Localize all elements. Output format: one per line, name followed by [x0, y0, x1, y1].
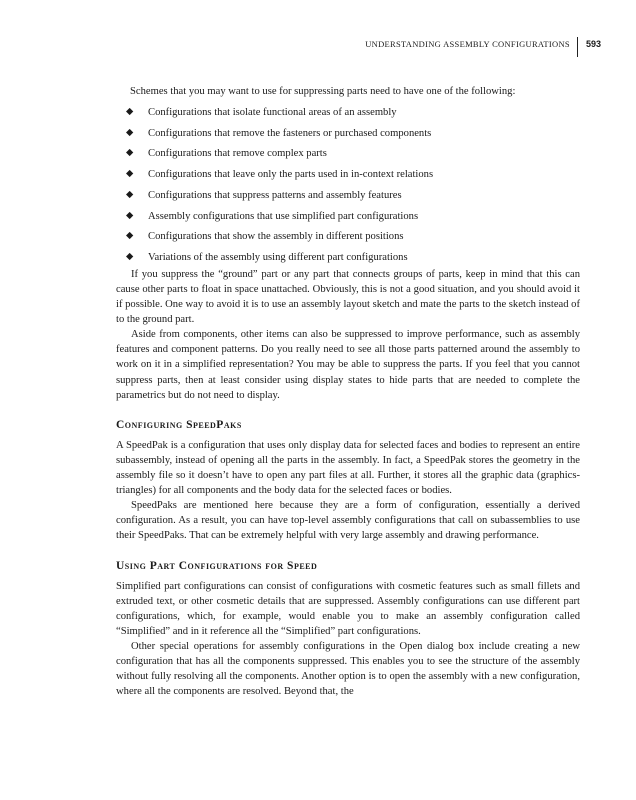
page-number: 593: [585, 39, 601, 49]
running-title: UNDERSTANDING ASSEMBLY CONFIGURATIONS: [365, 39, 570, 49]
body-paragraph: If you suppress the “ground” part or any part that connects groups of parts, keep in mind that this can cause other parts to float in space unattached. Obviously, this is not a good situation, and you should avoid it if possible. One way to avoid it is to use an assembly layout sketch and mate the parts to the sketch instead of to the ground part.: [116, 268, 580, 326]
diamond-bullet-icon: ◆: [126, 107, 134, 118]
diamond-bullet-icon: ◆: [126, 189, 134, 200]
diamond-bullet-icon: ◆: [126, 231, 134, 242]
list-item-text: Variations of the assembly using different part configurations: [148, 251, 408, 263]
list-item-text: Assembly configurations that use simplified part configurations: [148, 210, 419, 222]
list-item: [116, 167, 580, 188]
body-paragraph: Other special operations for assembly configurations in the Open dialog box include creating a new configuration that has all the components suppressed. This enables you to see the structure of the assembly without fully resolving all the components. Another option is to open the assembly with a new configuration, where all the components are resolved. Beyond that, the: [116, 640, 580, 698]
body-paragraph: A SpeedPak is a configuration that uses only display data for selected faces and bodies to represent an entire subassembly, instead of opening all the parts in the assembly. In fact, a SpeedPak stores the geometry in the assembly file so it doesn’t have to open any part files at all. Further, it stores all the graphic data (graphics-triangles) for all components and the body data for the selected faces or bodies.: [116, 439, 580, 497]
list-item-text: Configurations that isolate functional areas of an assembly: [148, 107, 397, 119]
diamond-bullet-icon: ◆: [126, 210, 134, 221]
diamond-bullet-icon: ◆: [126, 169, 134, 180]
list-item: [116, 105, 580, 126]
list-item-text: Configurations that show the assembly in different positions: [148, 231, 404, 243]
body-paragraph: Aside from components, other items can also be suppressed to improve performance, such as assembly features and component patterns. Do you really need to see all those parts patterned around the assembly to work on it in a simplified representation? You may be able to suppress the parts. If you feel that you cannot suppress parts, then at least consider using display states to hide parts that are needed to complete the parametrics but do not need to display.: [116, 329, 580, 401]
bullet-list: [116, 105, 580, 267]
diamond-bullet-icon: ◆: [126, 127, 134, 138]
list-item: [116, 126, 580, 147]
page-body: [116, 84, 580, 699]
section-heading-part-configurations: Using Part Configurations for Speed: [116, 559, 318, 572]
lead-paragraph: Schemes that you may want to use for suppressing parts need to have one of the following:: [130, 86, 516, 97]
list-item: [116, 250, 580, 267]
list-item: [116, 229, 580, 250]
body-paragraph: SpeedPaks are mentioned here because they are a form of configuration, essentially a derived configuration. As a result, you can have top-level assembly configurations that call on subassemblies to use their SpeedPaks. That can be extremely helpful with very large assembly and drawing performance.: [116, 500, 580, 542]
list-item: [116, 209, 580, 230]
diamond-bullet-icon: ◆: [126, 148, 134, 159]
body-paragraph: Simplified part configurations can consist of configurations with cosmetic features such as small fillets and extruded text, or other cosmetic details that are suppressed. Assembly configurations can use different part configurations, which, for example, would enable you to make an assembly configuration called “Simplified” and in it reference all the “Simplified” part configurations.: [116, 580, 580, 637]
list-item-text: Configurations that remove complex parts: [148, 148, 327, 160]
section-heading-speedpaks: Configuring SpeedPaks: [116, 418, 242, 431]
list-item: [116, 146, 580, 167]
diamond-bullet-icon: ◆: [126, 251, 134, 262]
list-item-text: Configurations that remove the fasteners or purchased components: [148, 127, 432, 139]
list-item-text: Configurations that suppress patterns and assembly features: [148, 189, 402, 201]
running-header: [365, 36, 601, 52]
list-item: [116, 188, 580, 209]
list-item-text: Configurations that leave only the parts used in in-context relations: [148, 169, 434, 181]
